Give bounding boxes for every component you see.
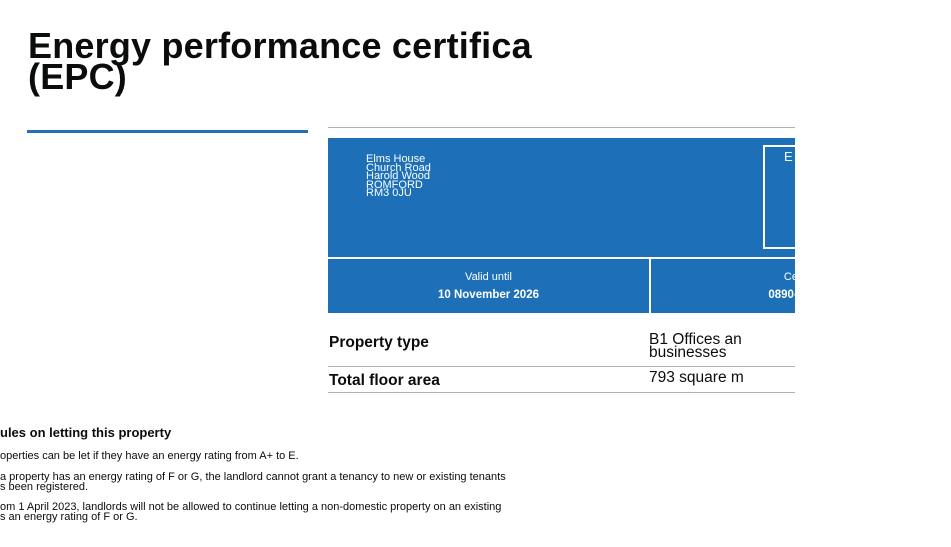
valid-until-cell: [328, 259, 649, 313]
epc-summary-box: [328, 138, 834, 313]
letting-rules-heading: ules on letting this property: [0, 425, 172, 440]
certificate-number-label: Certific: [783, 271, 819, 283]
page-title-line-1: Energy performance certifica: [28, 25, 532, 66]
address-line: Harold Wood: [366, 170, 430, 183]
summary-row-divider: [328, 366, 795, 367]
rules-text-line: s an energy rating of F or G.: [0, 510, 138, 523]
letting-rules-paragraph: [0, 503, 795, 523]
section-divider: [328, 127, 795, 128]
property-type-label: Property type: [329, 334, 429, 351]
energy-rating-letter: E: [784, 149, 793, 164]
property-type-value-line: B1 Offices an: [649, 331, 742, 348]
section-accent-rule: [27, 130, 308, 133]
property-type-row: [328, 331, 795, 368]
letting-rules-paragraph: [0, 452, 795, 462]
property-type-value: [649, 331, 849, 361]
address-line: Church Road: [366, 161, 431, 174]
rules-text-line: a property has an energy rating of F or G, the landlord cannot grant a tenancy to new or existing tenants: [0, 471, 506, 483]
page-title-line-2: (EPC): [28, 56, 127, 97]
energy-rating-frame: [763, 145, 803, 249]
floor-area-value: 793 square m: [649, 369, 744, 386]
floor-area-row: [328, 369, 795, 394]
floor-area-label: Total floor area: [329, 372, 440, 389]
page-title: [28, 25, 532, 97]
rules-text-line: operties can be let if they have an energy rating from A+ to E.: [0, 450, 299, 462]
summary-row-divider: [328, 392, 795, 393]
valid-until-value: 10 November 2026: [437, 289, 539, 301]
certificate-number-cell: [651, 259, 951, 313]
rules-text-line: om 1 April 2023, landlords will not be allowed to continue letting a non-domestic property on an existing: [0, 501, 502, 513]
valid-until-label: Valid until: [465, 271, 512, 283]
property-type-value-line: businesses: [649, 343, 727, 361]
certificate-number-value: 0890-0636-0: [768, 289, 834, 301]
rules-text-line: s been registered.: [0, 480, 89, 493]
address-line: Elms House: [366, 153, 426, 165]
property-address: [366, 155, 431, 198]
address-line: ROMFORD: [366, 178, 423, 191]
letting-rules-paragraph: [0, 473, 795, 493]
address-line: RM3 0JU: [366, 187, 412, 200]
